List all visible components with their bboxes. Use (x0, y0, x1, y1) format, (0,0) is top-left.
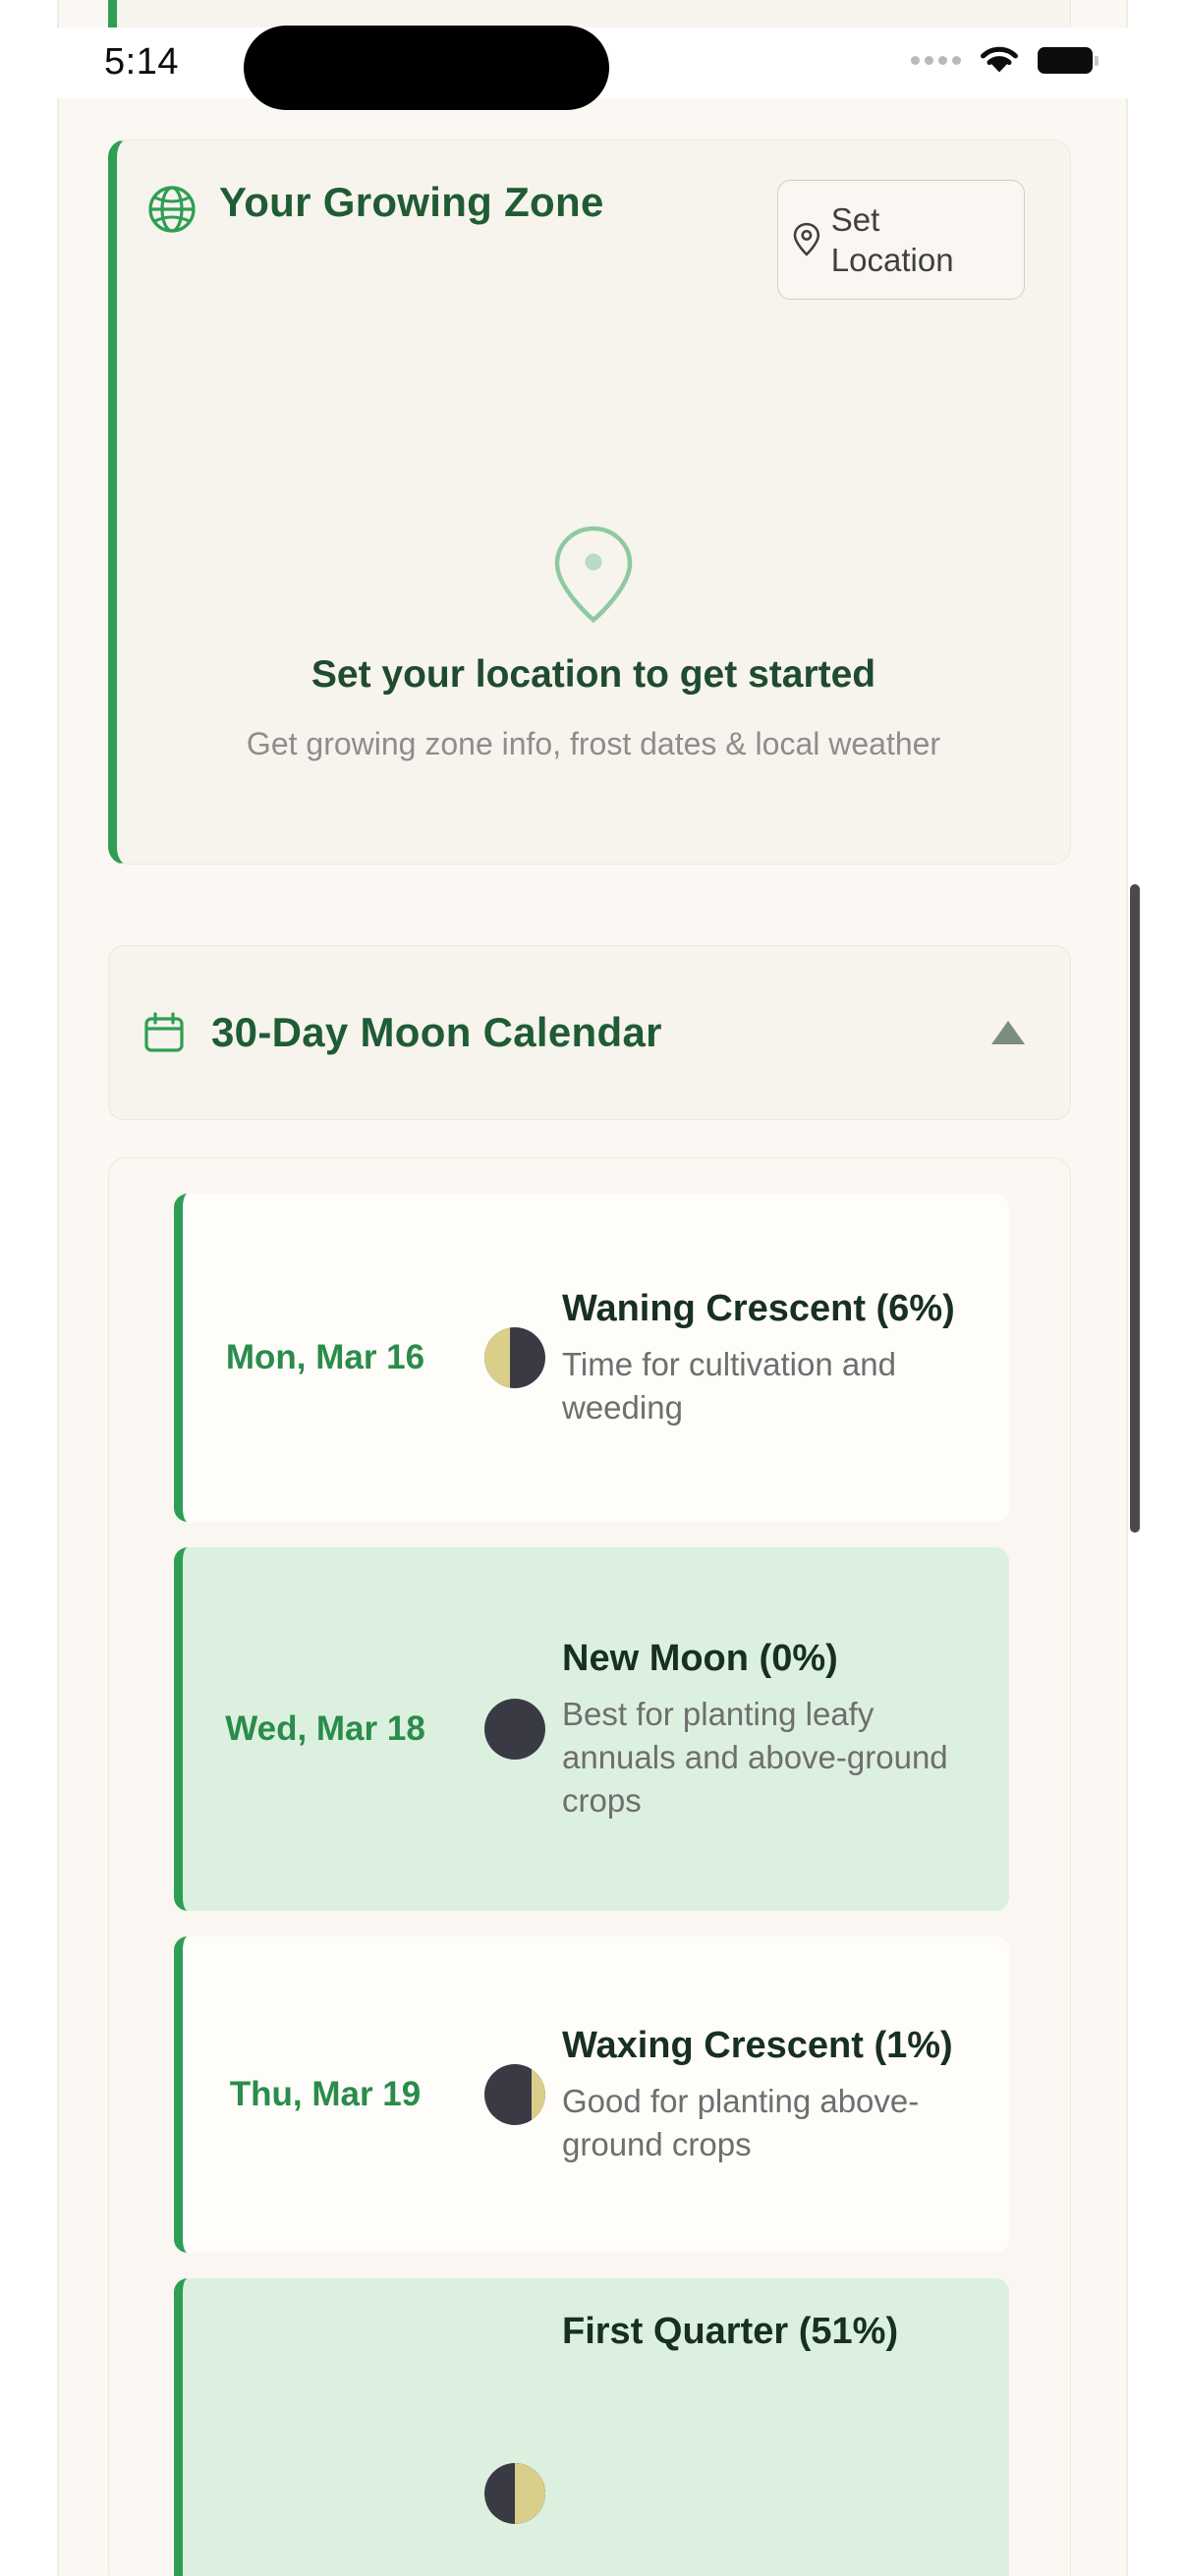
signal-dots-icon (911, 56, 961, 65)
moon-entry-phase: First Quarter (51%) (562, 2311, 899, 2352)
status-time: 5:14 (104, 41, 179, 83)
wifi-icon (977, 43, 1022, 77)
moon-entry-description: Best for planting leafy annuals and above-ground crops (562, 1696, 948, 1819)
growing-zone-card (108, 140, 1071, 865)
moon-entry-phase: New Moon (0%) (562, 1637, 838, 1679)
growing-zone-empty-state (117, 524, 1070, 766)
empty-state-subtitle: Get growing zone info, frost dates & local weather (246, 726, 941, 761)
moon-entry-phase: Waning Crescent (6%) (562, 1287, 955, 1329)
growing-zone-title: Your Growing Zone (219, 179, 604, 225)
growing-zone-header (146, 178, 612, 240)
moon-calendar-list (108, 1157, 1071, 2576)
page-edge-right (1126, 0, 1128, 2576)
triangle-up-icon[interactable] (989, 1018, 1027, 1047)
set-location-button[interactable] (777, 180, 1025, 300)
moon-entry-date: Thu, Mar 19 (229, 2075, 422, 2113)
map-pin-icon (792, 222, 821, 257)
battery-icon (1038, 47, 1093, 74)
page-edge-left (57, 0, 59, 2576)
moon-waning-crescent-icon (468, 1327, 562, 1388)
moon-waxing-crescent-icon (468, 2064, 562, 2125)
moon-entry-text (562, 1637, 1009, 1821)
moon-entry-text (562, 1287, 1009, 1429)
moon-entry-row[interactable] (174, 1936, 1009, 2253)
map-pin-large-icon (551, 524, 636, 626)
moon-entry-row[interactable] (174, 2278, 1009, 2576)
scrollbar-thumb[interactable] (1130, 884, 1140, 1533)
status-bar (57, 28, 1128, 98)
moon-entry-description: Good for planting above-ground crops (562, 2083, 920, 2162)
moon-entry-date: Mon, Mar 16 (225, 1338, 425, 1376)
empty-state-title: Set your location to get started (310, 653, 876, 696)
moon-entry-date: Wed, Mar 18 (225, 1709, 425, 1748)
globe-icon (146, 184, 198, 240)
moon-calendar-title: 30-Day Moon Calendar (211, 1009, 662, 1055)
moon-entry-row[interactable] (174, 1194, 1009, 1522)
moon-entry-text (562, 2024, 1009, 2166)
dynamic-island (244, 26, 609, 110)
moon-entry-text (562, 2278, 1009, 2367)
moon-entry-phase: Waxing Crescent (1%) (562, 2024, 953, 2066)
moon-new-icon (468, 1699, 562, 1760)
moon-entry-description: Time for cultivation and weeding (562, 1346, 896, 1426)
calendar-icon (142, 1011, 186, 1054)
moon-entry-row[interactable] (174, 1547, 1009, 1911)
set-location-label: Set Location (830, 200, 954, 278)
moon-first-quarter-icon (468, 2357, 562, 2524)
left-gutter (0, 0, 57, 2576)
moon-calendar-header[interactable] (108, 945, 1071, 1120)
status-indicators (911, 43, 1093, 77)
